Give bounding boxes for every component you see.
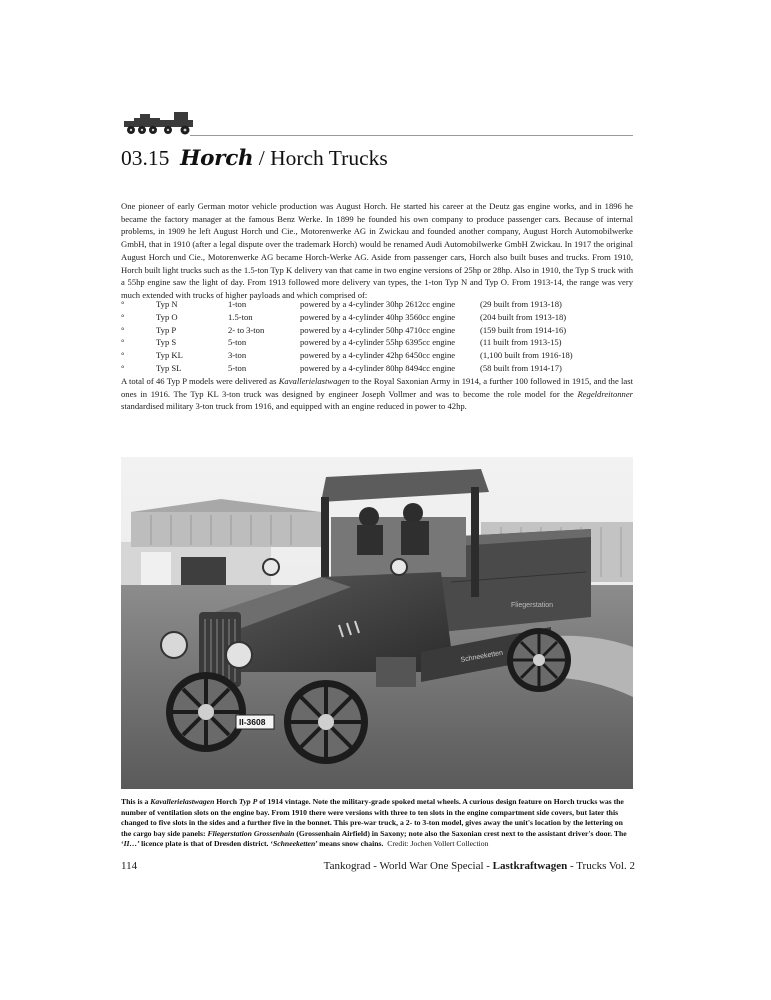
model-engine: powered by a 4-cylinder 55hp 6395cc engine — [300, 337, 456, 348]
list-item — [121, 324, 641, 337]
model-engine: powered by a 4-cylinder 30hp 2612cc engine — [300, 299, 456, 309]
model-tonnage: 2- to 3-ton — [228, 324, 265, 335]
italic-term: Regeldreitonner — [577, 388, 633, 399]
photo-credit: Credit: Jochen Vollert Collection — [387, 839, 489, 849]
model-tonnage: 1.5-ton — [228, 311, 253, 322]
text-run: to the Royal Saxonian Army in 1914, a further 100 followed in 1915, and the last ones in 1916. The Typ KL 3-ton truck was designed by engineer Joseph Vollmer and was to become the role model for the — [121, 376, 633, 399]
text-run: of 1914 vintage. Note the military-grade spoked metal wheels. A curious design feature on Horch trucks was the number of ventilation slots on the engine bay. From 1910 there were versions with three to ten slots in the engine compartment side covers, but later this changed to five slots in the sides and a further five in the bonnet. This pre-war truck, a 2- to 3-ton model, gives away the unit's location by the lettering on the cargo bay side panels: — [121, 797, 624, 838]
footer-title — [324, 860, 635, 872]
model-engine: powered by a 4-cylinder 42hp 6450cc engine — [300, 350, 456, 361]
footer-title-start: Tankograd - World War One Special - — [323, 860, 493, 872]
italic-term: Kavallerielastwagen — [278, 376, 350, 386]
list-item — [121, 362, 641, 375]
model-engine: powered by a 4-cylinder 40hp 3560cc engine — [300, 311, 456, 322]
horch-blackletter-logo: Horch — [180, 146, 254, 171]
model-engine: powered by a 4-cylinder 50hp 4710cc engine — [300, 324, 456, 335]
footer-title-end: - Trucks Vol. 2 — [567, 860, 635, 872]
list-item — [121, 336, 641, 349]
model-type: Typ O — [156, 311, 178, 322]
italic-term: Schneeketten — [272, 839, 316, 849]
second-paragraph — [121, 375, 633, 413]
model-production: (11 built from 1913-15) — [480, 337, 562, 348]
text-run: ’ licence plate is that of Dresden district. ‘ — [137, 839, 273, 849]
bullet: ° — [121, 350, 125, 361]
list-item — [121, 311, 641, 324]
text-run: standardised military 3-ton truck from 1916, and equipped with an engine reduced in power to 42hp. — [121, 401, 467, 412]
intro-paragraph: One pioneer of early German motor vehicle production was August Horch. He started his career at the Deutz gas engine works, and in 1896 he became the factory manager at the famous Benz Werke. In 1899 he founded his own company to produce passenger cars. Because of internal problems, in 1909 he left August Horch und Cie., Motorenwerke AG in Zwickau and founded another company, August Horch Automobilwerke GmbH, that in 1910 (after a legal dispute over the trademark Horch) would be renamed Audi Automobilwerke GmbH Zwickau. In 1917 the original August Horch und Cie., Motorenwerke AG became Horch-Werke AG. Aside from passenger cars, Horch also built buses and trucks. From 1910, Horch built light trucks such as the 1.5-ton Typ K delivery van that came in two engine versions of 25hp or 28hp. Also in 1910, the Typ S truck with a 55hp engine saw the light of day. From 1913 followed more delivery van types, the 1-ton Typ N and Typ O. From 1913-14, the range was very much extended with trucks of higher payloads and which comprised of: — [121, 201, 633, 300]
cargo-lettering: Fliegerstation — [511, 602, 554, 609]
model-production: (58 built from 1914-17) — [480, 362, 562, 373]
photo-caption — [121, 797, 635, 850]
model-engine: powered by a 4-cylinder 80hp 8494cc engine — [300, 362, 456, 373]
truck-photo-illustration — [121, 457, 633, 789]
header-divider — [190, 135, 633, 136]
italic-term: II… — [123, 839, 138, 849]
horch-truck-photo — [121, 457, 633, 789]
model-type: Typ KL — [156, 350, 183, 361]
model-type: Typ P — [156, 324, 177, 335]
text-run: ’ means snow chains. — [315, 839, 384, 849]
italic-term: Fliegerstation Grossenhain — [207, 828, 295, 838]
chapter-title: / Horch Trucks — [258, 146, 388, 170]
truck-silhouette-icon — [122, 108, 194, 136]
model-production: (1,100 built from 1916-18) — [480, 350, 573, 361]
model-type: Typ SL — [156, 362, 182, 373]
bullet: ° — [121, 311, 125, 322]
italic-term: Typ P — [238, 797, 258, 806]
footer-title-bold: Lastkraftwagen — [492, 860, 568, 872]
model-tonnage: 1-ton — [228, 299, 247, 309]
model-tonnage: 5-ton — [228, 337, 247, 348]
model-production: (159 built from 1914-16) — [480, 324, 567, 335]
header-truck-logo — [122, 108, 194, 136]
text-run: (Grossenhain Airfield) in Saxony; note also the Saxonian crest next to the assistant driver's door. The ‘ — [121, 828, 627, 849]
model-type: Typ S — [156, 337, 177, 348]
chapter-heading — [121, 146, 388, 171]
list-item — [121, 349, 641, 362]
bullet: ° — [121, 299, 125, 309]
bullet: ° — [121, 362, 125, 373]
model-list — [121, 298, 641, 375]
italic-term: Kavallerielastwagen — [150, 797, 215, 806]
model-tonnage: 3-ton — [228, 350, 247, 361]
text-run: Horch — [214, 797, 239, 806]
text-run: A total of 46 Typ P models were delivered as — [121, 376, 279, 386]
list-item — [121, 298, 641, 311]
chapter-number: 03.15 — [121, 146, 170, 170]
model-production: (204 built from 1913-18) — [480, 311, 567, 322]
bullet: ° — [121, 324, 125, 335]
text-run: This is a — [121, 797, 151, 806]
model-production: (29 built from 1913-18) — [480, 299, 562, 309]
model-type: Typ N — [156, 299, 178, 309]
model-tonnage: 5-ton — [228, 362, 247, 373]
license-plate-text: II-3608 — [239, 717, 266, 727]
bullet: ° — [121, 337, 125, 348]
page-number: 114 — [121, 860, 138, 872]
side-lettering: Schneeketten — [460, 649, 504, 664]
